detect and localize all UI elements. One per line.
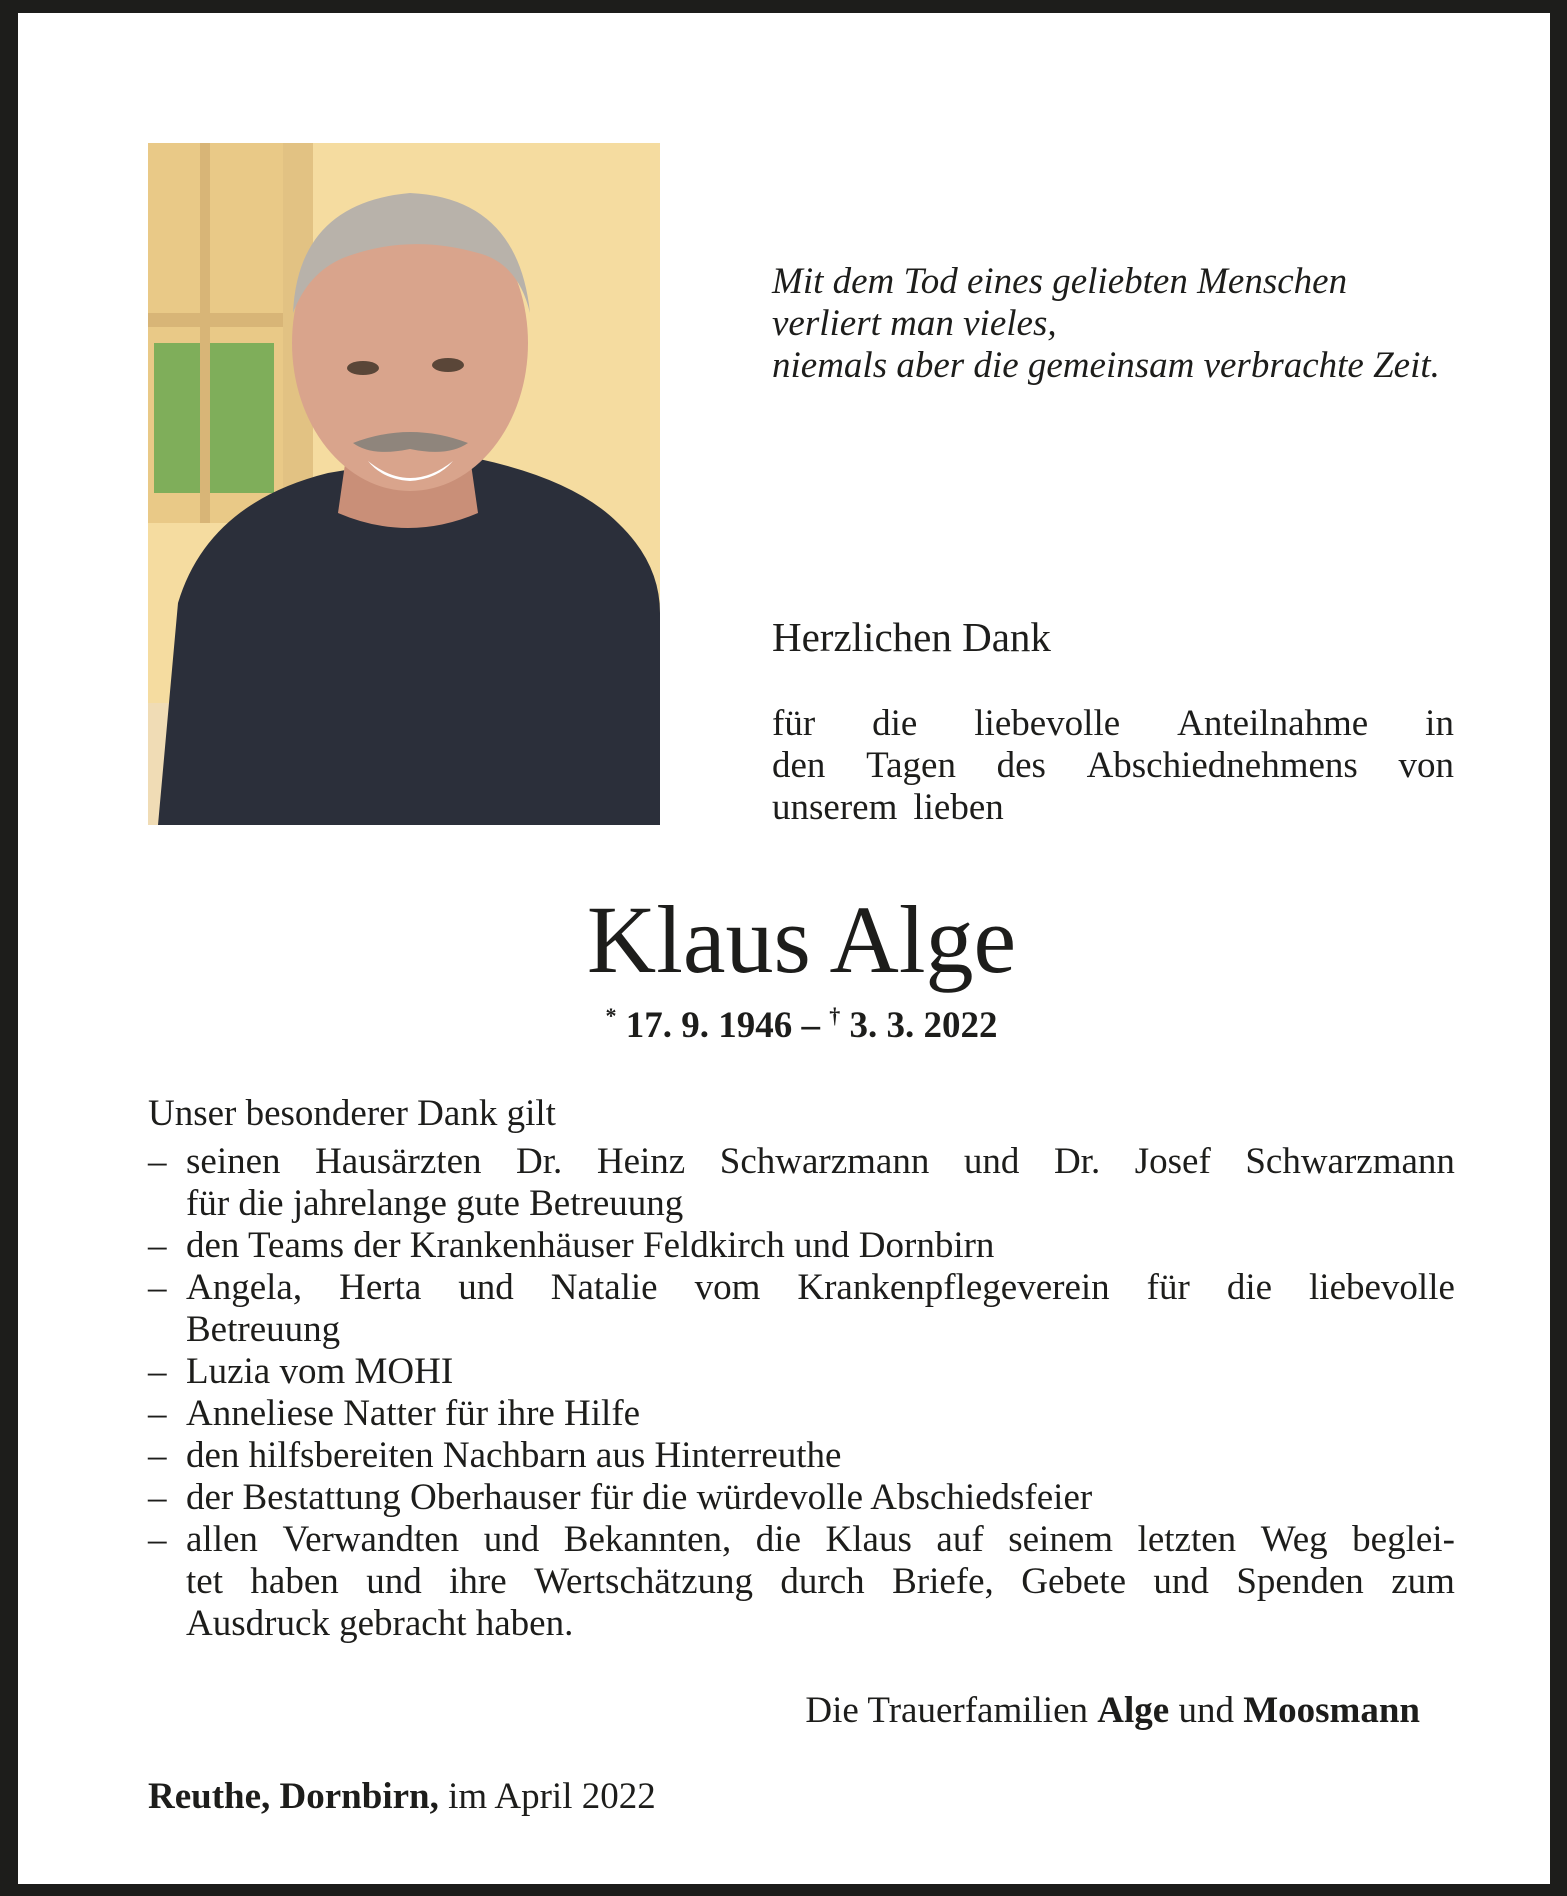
place-and-date xyxy=(148,1775,656,1818)
bullet-dash: – xyxy=(148,1477,167,1518)
word: und xyxy=(458,1267,514,1308)
memorial-quote xyxy=(772,261,1440,387)
word: vom xyxy=(694,1267,761,1308)
photo-window-frame-h xyxy=(148,313,283,327)
list-item-line xyxy=(186,1267,1455,1309)
list-item xyxy=(148,1477,1455,1519)
word: beglei- xyxy=(1352,1519,1455,1560)
word: Angela, xyxy=(186,1267,303,1308)
word: für xyxy=(1146,1267,1190,1308)
word: Spenden xyxy=(1236,1561,1364,1602)
signature-conjunction: und xyxy=(1178,1690,1234,1731)
word: Gebete xyxy=(1021,1561,1126,1602)
word: Verwandten xyxy=(282,1519,460,1560)
word: letzten xyxy=(1137,1519,1237,1560)
list-item xyxy=(148,1393,1455,1435)
word: durch xyxy=(780,1561,865,1602)
date-separator: – xyxy=(792,1005,830,1046)
word: seinen xyxy=(186,1141,281,1182)
photo-eye-right xyxy=(432,358,464,372)
quote-line: verliert man vieles, xyxy=(772,303,1057,344)
thanks-heading: Herzlichen Dank xyxy=(772,614,1051,660)
word: und xyxy=(1153,1561,1209,1602)
list-item xyxy=(148,1519,1455,1645)
bullet-dash: – xyxy=(148,1225,167,1266)
word: ihre xyxy=(449,1561,507,1602)
word: liebevolle xyxy=(974,703,1121,744)
word: Dr. xyxy=(516,1141,563,1182)
bullet-dash: – xyxy=(148,1351,167,1392)
portrait-photo xyxy=(148,143,660,825)
word: und xyxy=(963,1141,1020,1182)
list-item-line xyxy=(186,1519,1455,1561)
deceased-name: Klaus Alge xyxy=(586,886,1017,993)
family-name: Alge xyxy=(1097,1690,1170,1731)
list-item-line xyxy=(186,1141,1455,1183)
birth-date: 17. 9. 1946 xyxy=(625,1005,793,1046)
bullet-dash: – xyxy=(148,1435,167,1476)
quote-line: Mit dem Tod eines geliebten Menschen xyxy=(772,261,1348,302)
photo-window-grass xyxy=(154,343,274,493)
list-item-line xyxy=(186,1561,1455,1603)
list-item-line: für die jahrelange gute Betreuung xyxy=(186,1183,684,1224)
list-item-line: Anneliese Natter für ihre Hilfe xyxy=(186,1393,641,1434)
word: den xyxy=(772,745,826,786)
thanks-text xyxy=(772,703,1454,829)
list-item xyxy=(148,1225,1455,1267)
word: Natalie xyxy=(550,1267,658,1308)
word: die xyxy=(872,703,918,744)
list-item xyxy=(148,1351,1455,1393)
signature-prefix: Die Trauerfamilien xyxy=(805,1690,1088,1731)
bullet-dash: – xyxy=(148,1393,167,1434)
word: zum xyxy=(1391,1561,1455,1602)
bullet-dash: – xyxy=(148,1141,167,1182)
list-item-line: den Teams der Krankenhäuser Feldkirch und Dornbirn xyxy=(186,1225,995,1266)
word: die xyxy=(755,1519,801,1560)
word: Herta xyxy=(339,1267,422,1308)
life-dates xyxy=(18,1003,1567,1047)
list-item-line: den hilfsbereiten Nachbarn aus Hinterreuthe xyxy=(186,1435,842,1476)
word: die xyxy=(1226,1267,1273,1308)
word: Weg xyxy=(1260,1519,1328,1560)
word: seinem xyxy=(1008,1519,1114,1560)
word: allen xyxy=(186,1519,258,1560)
photo-eye-left xyxy=(347,361,379,375)
word: und xyxy=(483,1519,540,1560)
word: Abschiednehmens xyxy=(1086,745,1358,786)
word: des xyxy=(996,745,1046,786)
word: Hausärzten xyxy=(315,1141,482,1182)
word: für xyxy=(772,703,816,744)
word: von xyxy=(1398,745,1454,786)
list-item xyxy=(148,1141,1455,1225)
word: Josef xyxy=(1134,1141,1211,1182)
death-symbol: † xyxy=(829,1003,841,1028)
list-item xyxy=(148,1267,1455,1351)
word: Briefe, xyxy=(892,1561,994,1602)
place: Reuthe, Dornbirn, xyxy=(148,1776,439,1817)
list-item-line: der Bestattung Oberhauser für die würdevolle Abschiedsfeier xyxy=(186,1477,1093,1518)
thanks-line xyxy=(772,745,1454,787)
list-item-line: Ausdruck gebracht haben. xyxy=(186,1603,574,1644)
word: Dr. xyxy=(1053,1141,1101,1182)
quote-line: niemals aber die gemeinsam verbrachte Zeit. xyxy=(772,345,1440,386)
word: tet xyxy=(186,1561,223,1602)
family-name: Moosmann xyxy=(1243,1690,1420,1731)
portrait-illustration xyxy=(148,143,660,825)
thanks-line xyxy=(772,703,1454,745)
list-item xyxy=(148,1435,1455,1477)
word: Schwarzmann xyxy=(719,1141,930,1182)
list-item-line: Betreuung xyxy=(186,1309,341,1350)
bullet-dash: – xyxy=(148,1519,167,1560)
word: unserem xyxy=(772,787,898,828)
word: Bekannten, xyxy=(563,1519,732,1560)
acknowledgements-intro: Unser besonderer Dank gilt xyxy=(148,1093,556,1134)
death-date: 3. 3. 2022 xyxy=(849,1005,998,1046)
word: auf xyxy=(936,1519,984,1560)
birth-symbol: * xyxy=(605,1003,617,1028)
thanks-line xyxy=(772,787,1454,829)
word: Schwarzmann xyxy=(1245,1141,1455,1182)
word: Krankenpflegeverein xyxy=(797,1267,1110,1308)
word: Heinz xyxy=(596,1141,686,1182)
word: Anteilnahme xyxy=(1177,703,1369,744)
word: liebevolle xyxy=(1309,1267,1455,1308)
word: Tagen xyxy=(866,745,956,786)
word: und xyxy=(366,1561,422,1602)
family-signature xyxy=(805,1689,1420,1732)
list-item-line: Luzia vom MOHI xyxy=(186,1351,454,1392)
word: Wertschätzung xyxy=(534,1561,753,1602)
word: haben xyxy=(250,1561,339,1602)
word: in xyxy=(1425,703,1454,744)
photo-window-frame xyxy=(200,143,210,523)
word: lieben xyxy=(913,787,1004,828)
acknowledgements-list xyxy=(148,1141,1455,1645)
date: im April 2022 xyxy=(448,1776,656,1817)
word: Klaus xyxy=(825,1519,912,1560)
bullet-dash: – xyxy=(148,1267,167,1308)
